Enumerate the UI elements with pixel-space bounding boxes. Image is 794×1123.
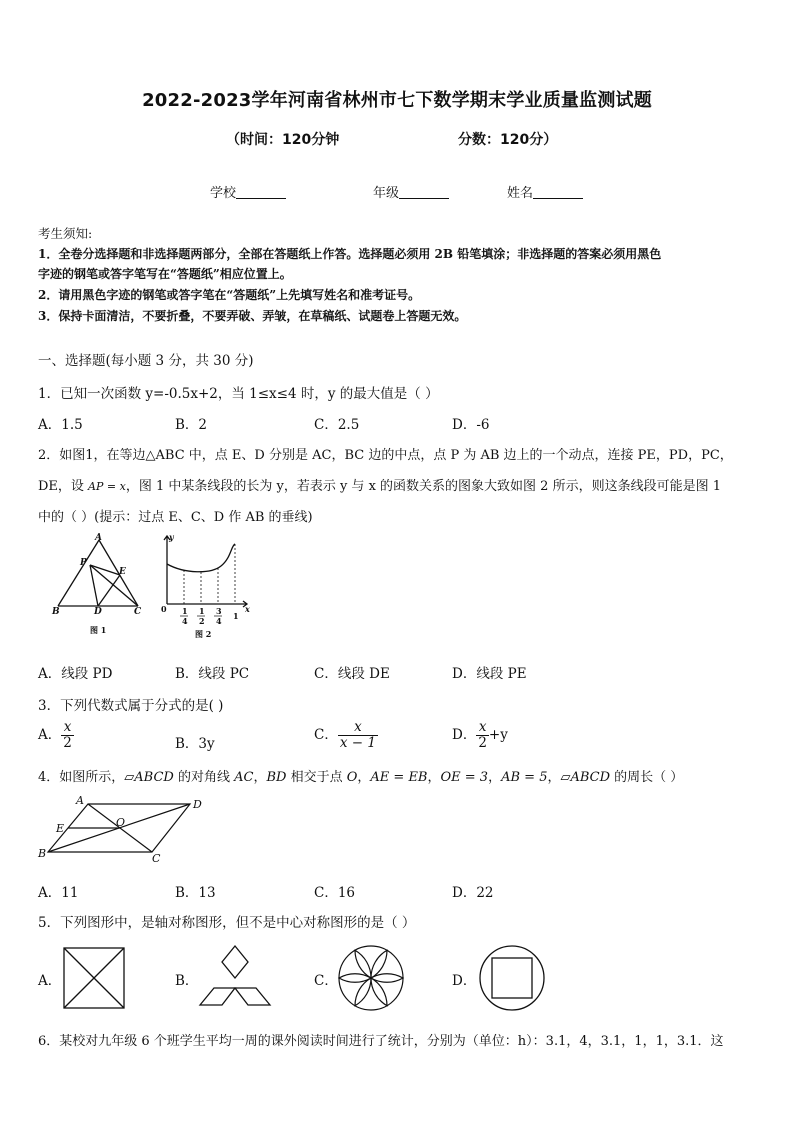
notice-line-1b: 字迹的钢笔或答字笔写在“答题纸”相应位置上。 [38, 267, 292, 281]
q3-option-a[interactable] [38, 720, 74, 751]
q3-option-c[interactable] [314, 720, 378, 751]
q5-option-c[interactable]: C． [314, 973, 338, 989]
q4-oe: OE = 3 [440, 770, 489, 785]
q5-flower-circle-icon [336, 943, 406, 1013]
notice-line-2: 2．请用黑色字迹的钢笔或答字笔在“答题纸”上先填写姓名和准考证号。 [38, 288, 421, 302]
q4-fig-label-d: D [193, 798, 202, 811]
fig1-label-c: C [134, 607, 142, 617]
grade-blank[interactable] [399, 186, 449, 199]
notice-line-3: 3．保持卡面清洁，不要折叠，不要弄破、弄皱，在草稿纸、试题卷上答题无效。 [38, 309, 467, 323]
q2-figure-2 [155, 532, 255, 642]
q3-d-den: 2 [478, 735, 487, 751]
name-blank[interactable] [533, 186, 583, 199]
q2-ap-var: AP = x [88, 480, 126, 493]
notice-line-1a: 1．全卷分选择题和非选择题两部分，全部在答题纸上作答。选择题必须用 2B 铅笔填涂；非选择题的答案必须用黑色 [38, 247, 662, 261]
q2-line-2 [38, 475, 721, 494]
q5-option-d[interactable]: D． [452, 973, 477, 989]
q4-option-c[interactable]: C．16 [314, 885, 356, 901]
q4-text-8: 的周长（ ） [610, 770, 684, 785]
q5-three-rhombus-icon [198, 944, 272, 1008]
q2-line-1: 2．如图1，在等边△ABC 中，点 E、D 分别是 AC，BC 边的中点，点 P 为 AB 边上的一个动点，连接 PE，PD，PC， [38, 448, 733, 463]
q3-option-d[interactable] [452, 720, 508, 751]
fig2-tick-1-den: 4 [182, 616, 188, 626]
q4-text-7: ， [547, 770, 561, 785]
q4-option-a[interactable]: A．11 [38, 885, 79, 901]
q2-line-2b: ，图 1 中某条线段的长为 y，若表示 y 与 x 的函数关系的图象大致如图 2 所示，则这条线段可能是图 1 [125, 479, 721, 494]
fig1-caption: 图 1 [90, 625, 107, 635]
q4-stem [38, 766, 683, 785]
fig2-tick-1-num: 1 [182, 606, 188, 616]
q4-fig-label-a: A [76, 794, 84, 807]
q4-text-3: 相交于点 [286, 770, 347, 785]
q3-d-tail: +y [488, 727, 508, 743]
q4-figure [36, 794, 210, 864]
fig1-label-b: B [52, 607, 60, 617]
q4-parallelogram-2: ▱ABCD [560, 770, 611, 785]
school-blank[interactable] [236, 186, 286, 199]
q2-option-b[interactable]: B．线段 PC [175, 666, 250, 682]
q3-stem: 3．下列代数式属于分式的是( ) [38, 698, 224, 714]
fig2-label-y: y [169, 532, 174, 542]
fig1-label-d: D [94, 607, 102, 617]
q1-option-d[interactable]: D．-6 [452, 417, 490, 433]
q3-c-label: C． [314, 727, 338, 743]
notice-heading: 考生须知: [38, 226, 93, 241]
q5-stem: 5．下列图形中，是轴对称图形，但不是中心对称图形的是（ ） [38, 915, 416, 931]
q3-d-label: D． [452, 727, 477, 743]
q2-option-d[interactable]: D．线段 PE [452, 666, 527, 682]
q4-text-4: ， [357, 770, 371, 785]
q1-option-b[interactable]: B．2 [175, 417, 208, 433]
fig2-caption: 图 2 [195, 629, 212, 639]
q5-option-b[interactable]: B． [175, 973, 199, 989]
q4-ab: AB = 5 [501, 770, 548, 785]
q2-line-2a: DE，设 [38, 479, 89, 494]
page-title: 2022-2023学年河南省林州市七下数学期末学业质量监测试题 [142, 90, 652, 111]
q4-bd: BD [266, 770, 287, 785]
fig2-tick-4: 1 [233, 611, 239, 621]
q5-square-x-icon [62, 946, 126, 1010]
q2-figure-1 [38, 532, 150, 642]
exam-score: 分数：120分） [458, 132, 558, 148]
q1-stem: 1．已知一次函数 y=-0.5x+2，当 1≤x≤4 时，y 的最大值是（ ） [38, 386, 439, 402]
q5-option-a[interactable]: A． [38, 973, 62, 989]
q3-c-num: x [338, 720, 378, 736]
section-heading: 一、选择题(每小题 3 分，共 30 分) [38, 353, 254, 369]
fig2-label-origin: 0 [161, 604, 167, 614]
fig1-label-p: P [80, 558, 87, 568]
fig2-label-x: x [245, 604, 250, 614]
q3-c-den: x − 1 [339, 735, 376, 751]
school-field [210, 182, 286, 201]
q4-parallelogram: ▱ABCD [124, 770, 174, 785]
q4-fig-label-b: B [38, 847, 47, 860]
q4-fig-label-e: E [56, 822, 65, 835]
q3-option-b[interactable]: B．3y [175, 736, 215, 752]
q1-option-c[interactable]: C．2.5 [314, 417, 360, 433]
grade-label: 年级 [373, 186, 400, 201]
q4-fig-label-o: O [116, 816, 126, 829]
q3-d-num: x [476, 720, 489, 736]
q6-stem: 6．某校对九年级 6 个班学生平均一周的课外阅读时间进行了统计，分别为（单位：h）：3.1，4，3.1，1，1，3.1．这 [38, 1034, 724, 1049]
fig2-tick-3-num: 3 [216, 606, 222, 616]
grade-field [373, 182, 449, 201]
q2-option-a[interactable]: A．线段 PD [38, 666, 113, 682]
fig1-label-a: A [95, 533, 102, 543]
q4-text-6: ， [488, 770, 502, 785]
fig2-tick-2-num: 1 [199, 606, 205, 616]
q4-o: O [346, 770, 358, 785]
fig1-label-e: E [119, 567, 126, 577]
q3-a-num: x [61, 720, 74, 736]
q4-ae: AE = EB [370, 770, 428, 785]
school-label: 学校 [210, 186, 237, 201]
q4-option-b[interactable]: B．13 [175, 885, 216, 901]
q3-a-den: 2 [63, 735, 72, 751]
q4-comma: ， [253, 770, 267, 785]
q2-option-c[interactable]: C．线段 DE [314, 666, 390, 682]
q4-option-d[interactable]: D．22 [452, 885, 494, 901]
q4-text-5: ， [427, 770, 441, 785]
fig2-tick-3-den: 4 [216, 616, 222, 626]
q4-text-2: 的对角线 [173, 770, 235, 785]
q2-line-3: 中的（ ）(提示：过点 E、C、D 作 AB 的垂线) [38, 510, 313, 525]
exam-time: （时间：120分钟 [226, 132, 340, 148]
q4-ac: AC [234, 770, 254, 785]
q1-option-a[interactable]: A．1.5 [38, 417, 83, 433]
q5-circle-square-icon [477, 943, 547, 1013]
q4-text-1: 4．如图所示， [38, 770, 125, 785]
q4-fig-label-c: C [152, 852, 161, 864]
fig2-tick-2-den: 2 [199, 616, 205, 626]
q3-a-label: A． [38, 727, 62, 743]
name-label: 姓名 [507, 186, 534, 201]
name-field [507, 182, 583, 201]
